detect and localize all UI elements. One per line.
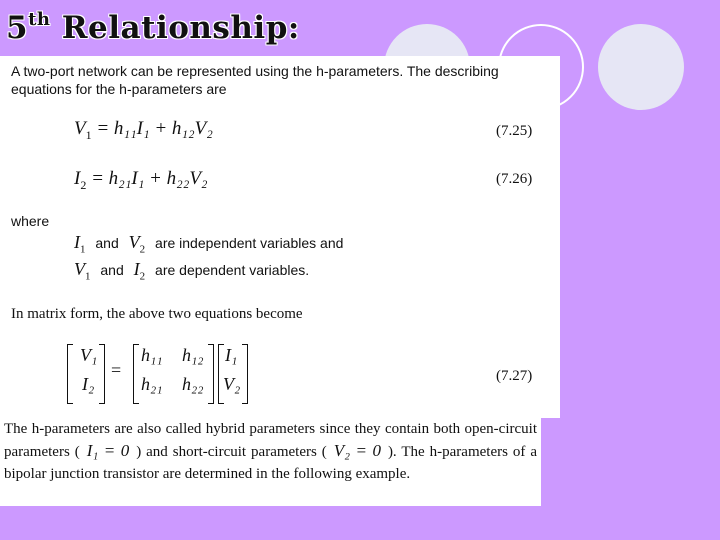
independent-variables-line: $I_1$ and $V_2$ are independent variables and	[74, 232, 344, 256]
where-label: where	[11, 213, 50, 229]
lhs-bracket-right	[99, 344, 105, 404]
matrix-rhs-i1: I₁	[225, 345, 238, 365]
h-bracket-left	[133, 344, 139, 404]
intro-text: A two-port network can be represented using the h-parameters. The describing equations for the h-parameters are	[11, 63, 499, 97]
matrix-h22: h₂₂	[182, 374, 204, 394]
equation-number-7-25: (7.25)	[496, 123, 533, 139]
matrix-h21: h₂₁	[141, 374, 163, 394]
hybrid-parameters-panel	[0, 418, 541, 506]
matrix-lhs-i2: I₂	[82, 374, 95, 394]
equation-number-7-27: (7.27)	[496, 368, 533, 384]
equation-number-7-26: (7.26)	[496, 171, 533, 187]
lhs-bracket-left	[67, 344, 73, 404]
equation-7-25: $V_1 = h_{11}I_1 + h_{12}V_2$	[74, 118, 213, 142]
slide-title: 5th Relationship:	[6, 8, 300, 46]
decor-circle-3	[598, 24, 684, 110]
equation-panel	[0, 56, 560, 418]
equation-7-26: $I_2 = h_{21}I_1 + h_{22}V_2$	[74, 168, 208, 192]
rhs-bracket-right	[242, 344, 248, 404]
hybrid-parameters-text: The h-parameters are also called hybrid parameters since they contain both open-circuit parameters ( I₁ = 0 ) and short-circuit parameters ( V₂ = 0 ). The h-parameters of a bipolar junction transistor are determined in the following example.	[4, 421, 538, 482]
matrix-rhs-v2: V₂	[223, 374, 241, 394]
matrix-h12: h₁₂	[182, 345, 204, 365]
short-circuit-condition: V₂ = 0	[333, 441, 381, 460]
matrix-h11: h₁₁	[141, 345, 163, 365]
matrix-equals: =	[111, 360, 122, 380]
matrix-intro-text: In matrix form, the above two equations become	[11, 306, 303, 322]
matrix-lhs-v1: V₁	[80, 345, 98, 365]
dependent-variables-line: $V_1$ and $I_2$ are dependent variables.	[74, 259, 310, 283]
open-circuit-condition: I₁ = 0	[86, 441, 130, 460]
h-bracket-right	[208, 344, 214, 404]
